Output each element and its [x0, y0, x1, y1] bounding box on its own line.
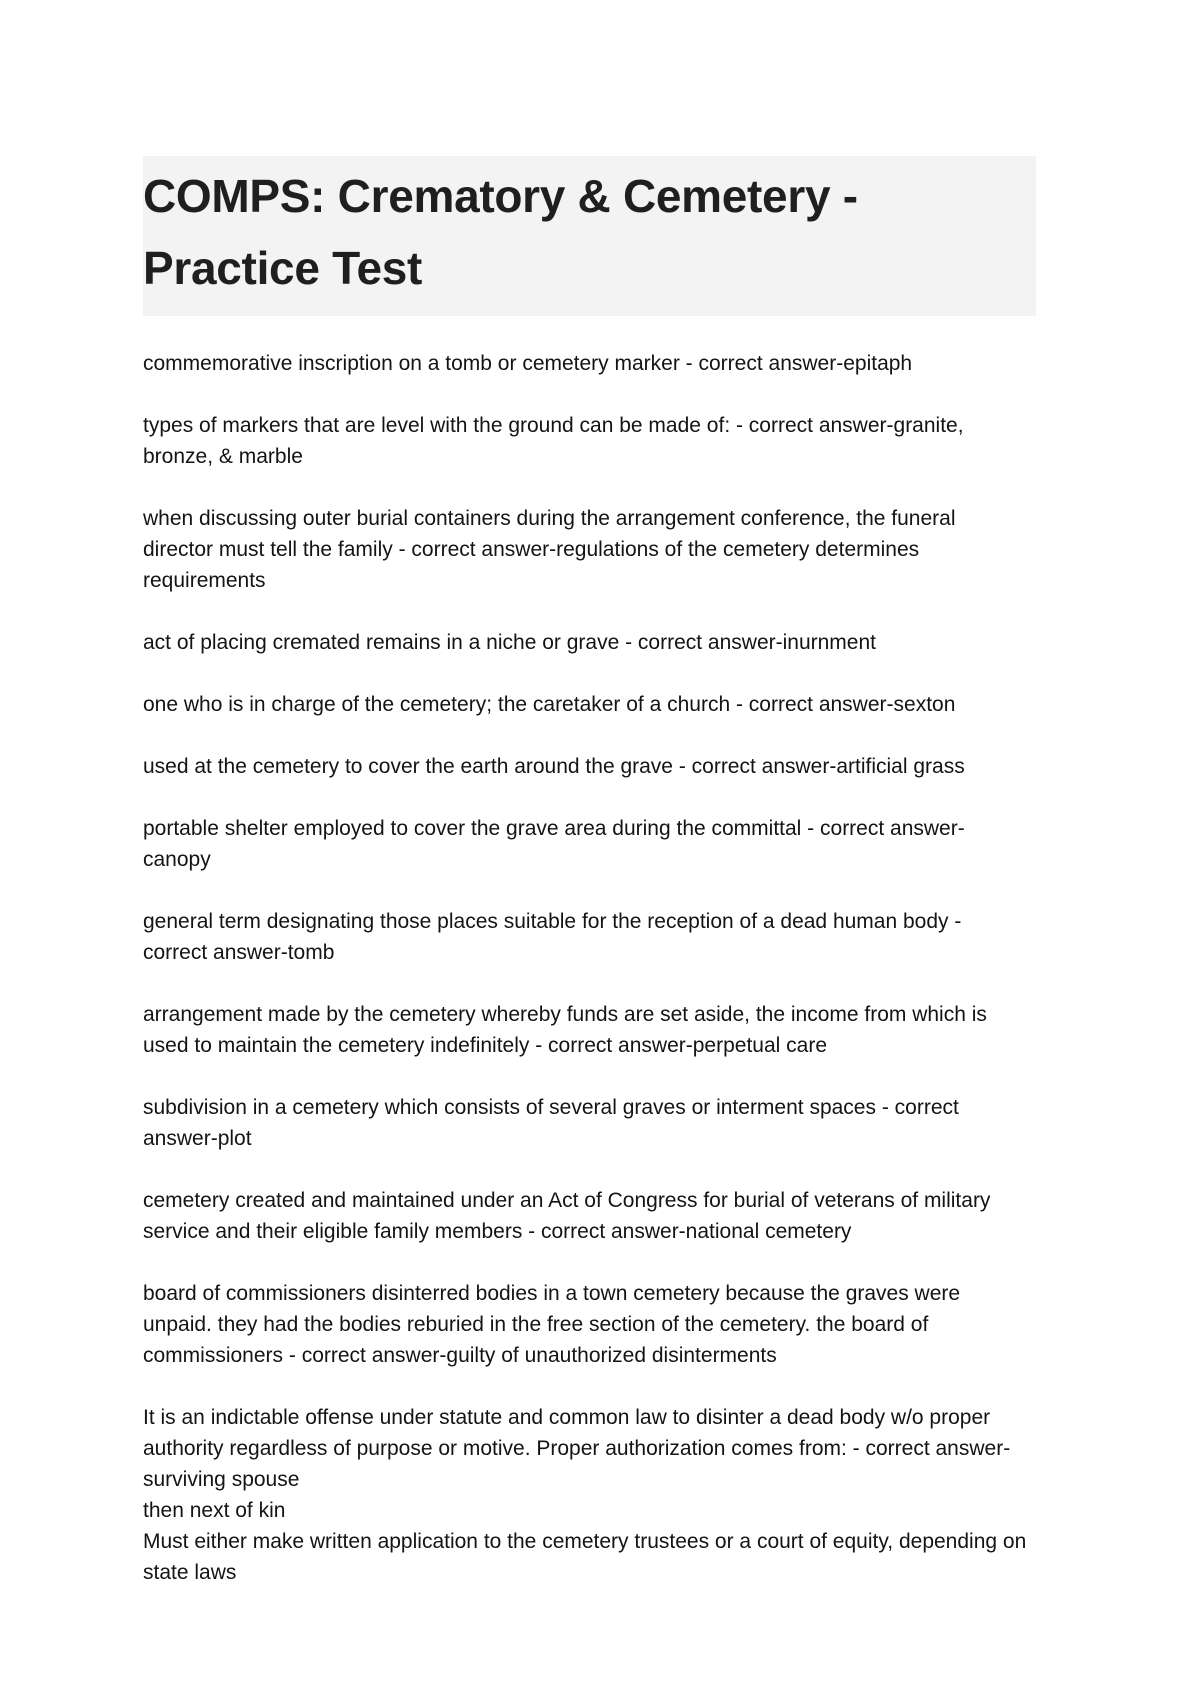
question-answer-item: used at the cemetery to cover the earth around the grave - correct answer-artificial grass [143, 755, 965, 778]
question-answer-item-multiline [143, 1402, 1028, 1588]
question-answer-item: act of placing cremated remains in a niche or grave - correct answer-inurnment [143, 631, 876, 654]
answer-line: Must either make written application to the cemetery trustees or a court of equity, depending on state laws [143, 1530, 1027, 1584]
question-answer-item: commemorative inscription on a tomb or cemetery marker - correct answer-epitaph [143, 352, 913, 375]
question-answer-item: types of markers that are level with the ground can be made of: - correct answer-granite, bronze, & marble [143, 414, 964, 468]
question-answer-item: one who is in charge of the cemetery; the caretaker of a church - correct answer-sexton [143, 693, 956, 716]
question-answer-item: cemetery created and maintained under an Act of Congress for burial of veterans of military service and their eligible family members - correct answer-national cemetery [143, 1189, 991, 1243]
title-line-2: Practice Test [143, 242, 423, 294]
title-block [143, 156, 1036, 316]
document-page [143, 156, 1036, 1619]
page-title [143, 160, 1036, 304]
title-line-1: COMPS: Crematory & Cemetery - [143, 170, 858, 222]
question-answer-item: subdivision in a cemetery which consists of several graves or interment spaces - correct answer-plot [143, 1096, 959, 1150]
question-answer-item: general term designating those places suitable for the reception of a dead human body - correct answer-tomb [143, 910, 962, 964]
question-answer-item: when discussing outer burial containers during the arrangement conference, the funeral director must tell the family - correct answer-regulations of the cemetery determines requirements [143, 507, 956, 592]
question-answer-item: arrangement made by the cemetery whereby funds are set aside, the income from which is used to maintain the cemetery indefinitely - correct answer-perpetual care [143, 1003, 987, 1057]
question-answer-item: portable shelter employed to cover the grave area during the committal - correct answer-canopy [143, 817, 965, 871]
answer-line: then next of kin [143, 1499, 286, 1522]
question-answer-item: board of commissioners disinterred bodies in a town cemetery because the graves were unpaid. they had the bodies reburied in the free section of the cemetery. the board of commissioners - correct answer-guilty of unauthorized disinterments [143, 1282, 961, 1367]
answer-line: It is an indictable offense under statute and common law to disinter a dead body w/o proper authority regardless of purpose or motive. Proper authorization comes from: - correct answer-surviving spouse [143, 1406, 1011, 1491]
